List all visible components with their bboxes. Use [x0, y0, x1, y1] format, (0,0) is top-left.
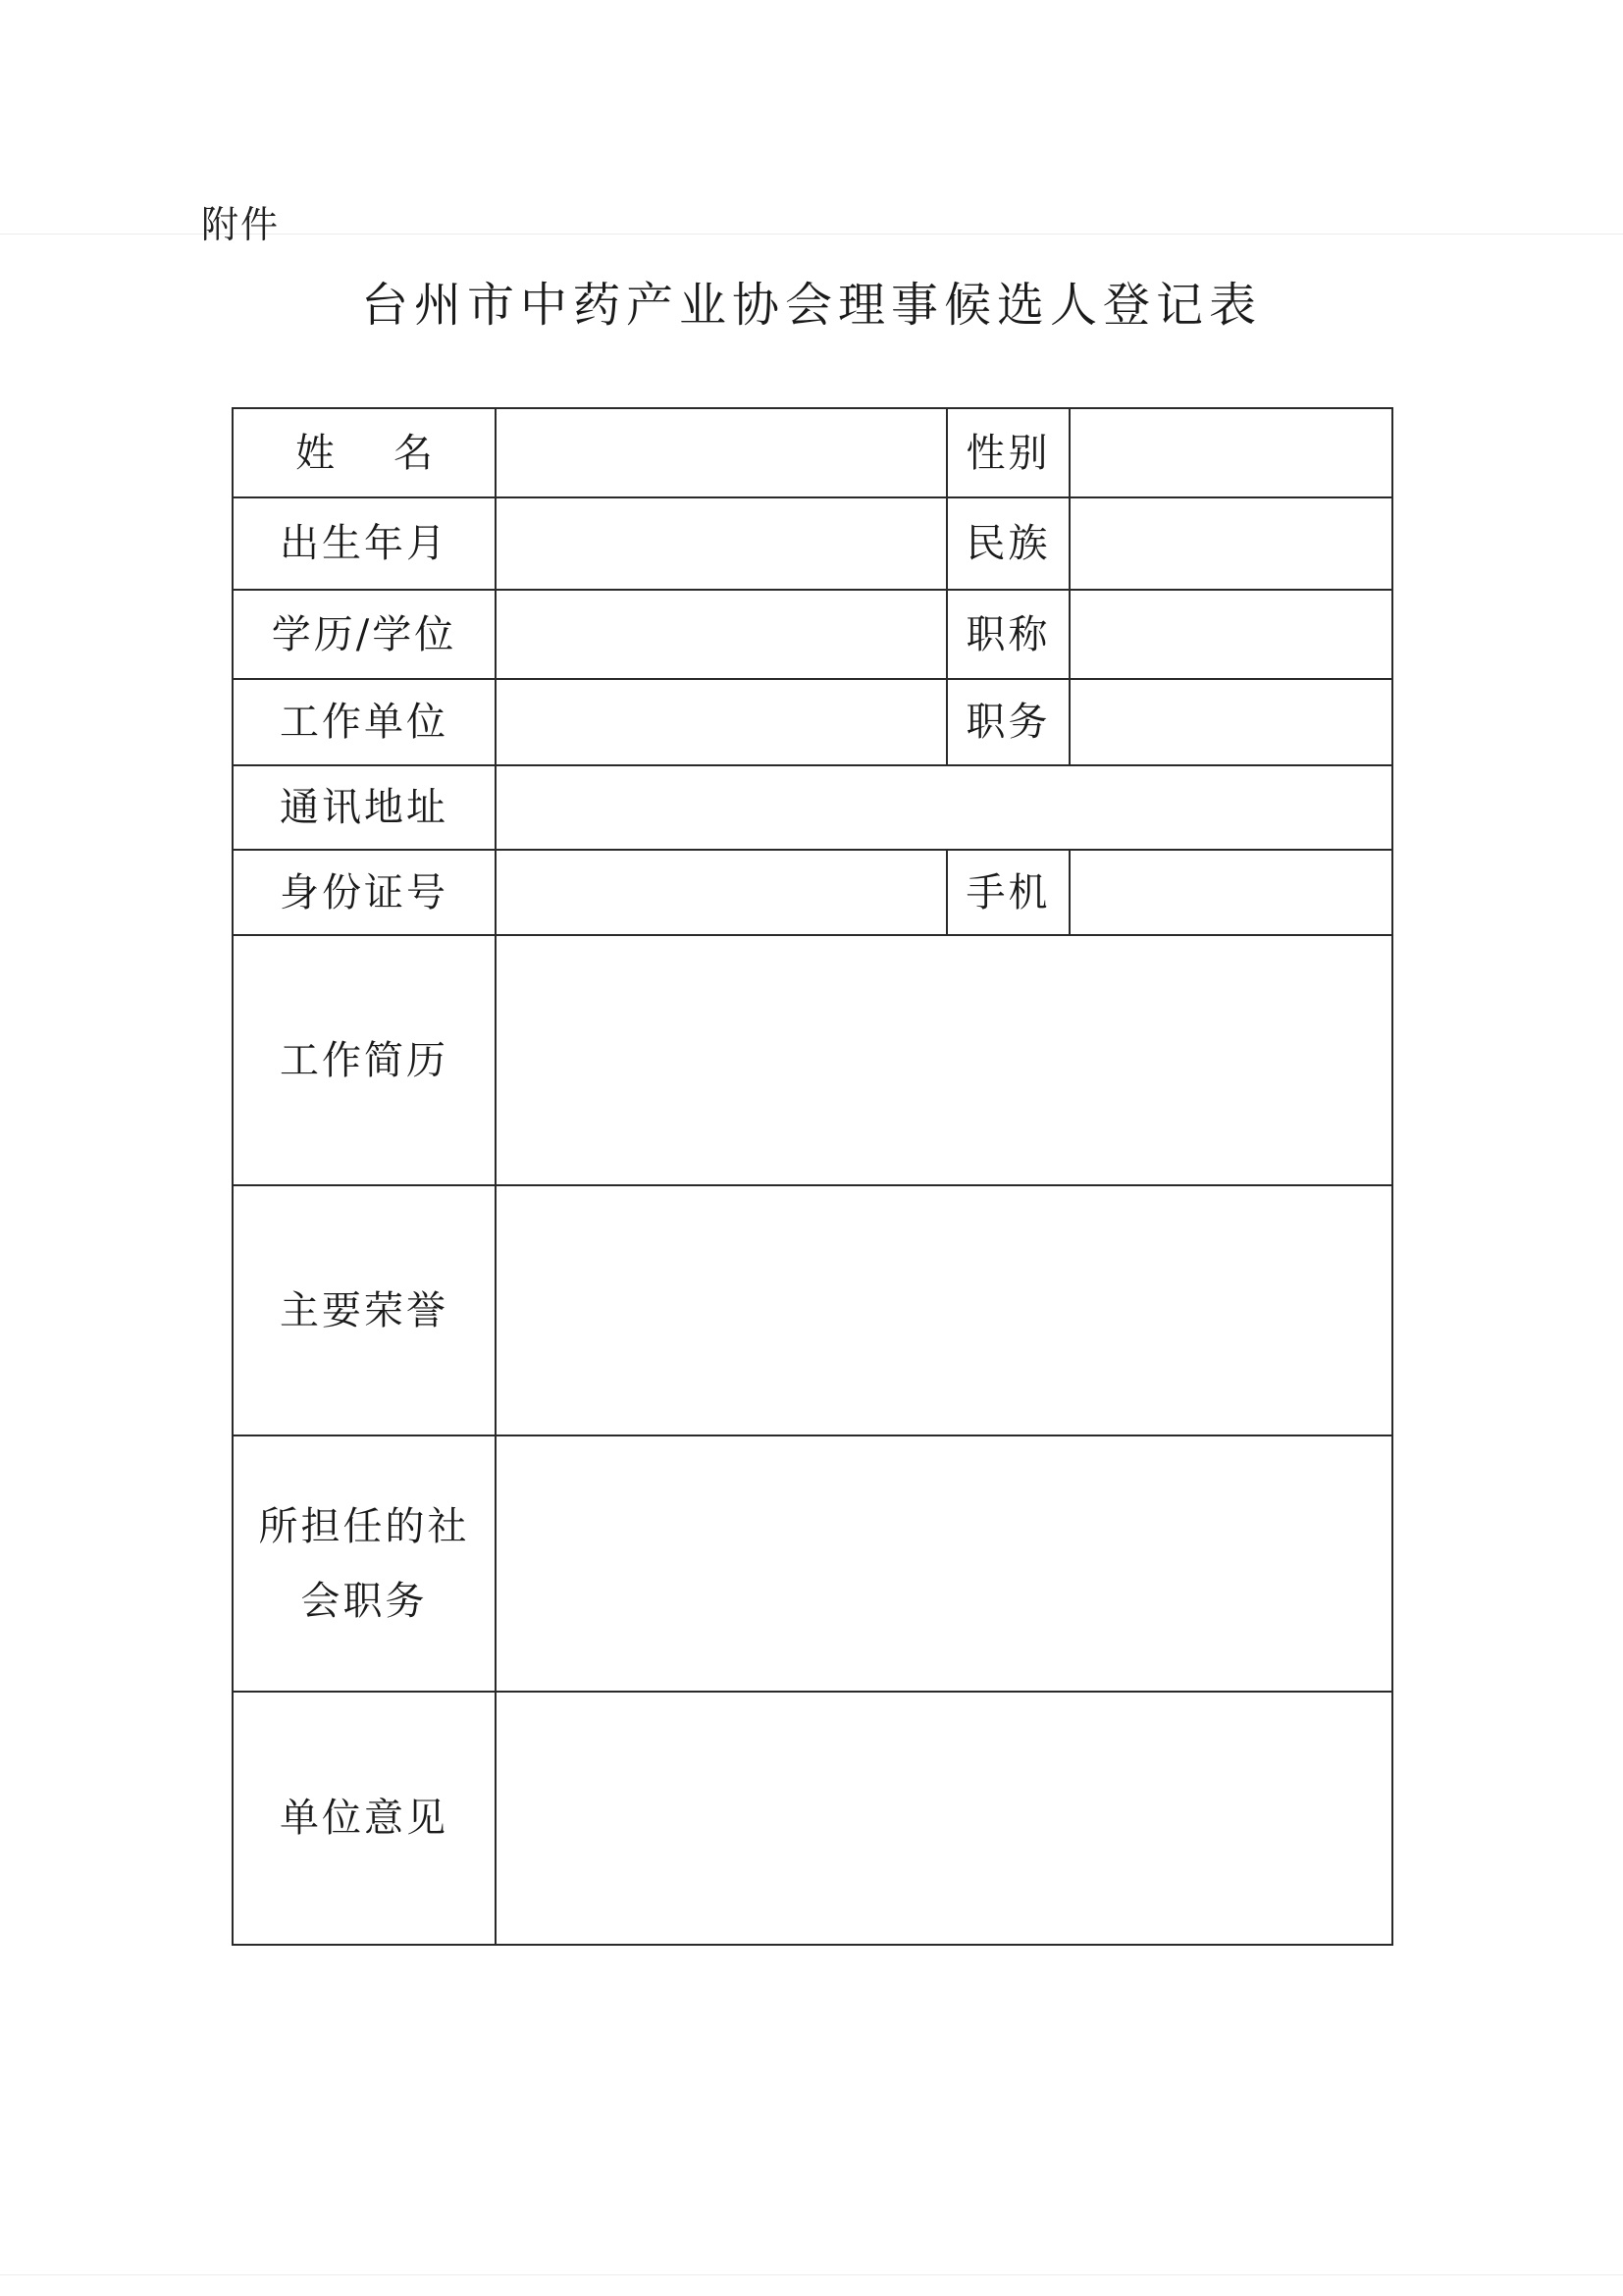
form-row-employer [233, 679, 1392, 765]
form-row-name [233, 408, 1392, 497]
opinion-field[interactable] [496, 1692, 1392, 1945]
title-field[interactable] [1070, 590, 1392, 679]
resume-label: 工作简历 [233, 935, 496, 1185]
employer-field[interactable] [496, 679, 947, 765]
mobile-label: 手机 [947, 850, 1070, 935]
birth-field[interactable] [496, 497, 947, 590]
form-row-address [233, 765, 1392, 850]
address-field[interactable] [496, 765, 1392, 850]
gender-field[interactable] [1070, 408, 1392, 497]
name-field[interactable] [496, 408, 947, 497]
gender-label: 性别 [947, 408, 1070, 497]
id-number-field[interactable] [496, 850, 947, 935]
birth-label: 出生年月 [233, 497, 496, 590]
position-field[interactable] [1070, 679, 1392, 765]
name-label: 姓 名 [233, 408, 496, 497]
social-positions-field[interactable] [496, 1435, 1392, 1692]
registration-form-table [232, 407, 1393, 1946]
scan-artifact-line [0, 2274, 1623, 2275]
education-field[interactable] [496, 590, 947, 679]
education-label: 学历/学位 [233, 590, 496, 679]
form-row-opinion [233, 1692, 1392, 1945]
social-positions-label-line2: 会职务 [300, 1578, 428, 1624]
honors-field[interactable] [496, 1185, 1392, 1435]
mobile-field[interactable] [1070, 850, 1392, 935]
resume-field[interactable] [496, 935, 1392, 1185]
attachment-label: 附件 [201, 203, 281, 246]
form-title: 台州市中药产业协会理事候选人登记表 [360, 278, 1262, 333]
ethnicity-label: 民族 [947, 497, 1070, 590]
form-row-birth [233, 497, 1392, 590]
form-row-honors [233, 1185, 1392, 1435]
title-label: 职称 [947, 590, 1070, 679]
form-row-education [233, 590, 1392, 679]
id-number-label: 身份证号 [233, 850, 496, 935]
address-label: 通讯地址 [233, 765, 496, 850]
opinion-label: 单位意见 [233, 1692, 496, 1945]
social-positions-label-line1: 所担任的社 [258, 1503, 470, 1549]
form-row-resume [233, 935, 1392, 1185]
form-row-social [233, 1435, 1392, 1692]
form-row-id [233, 850, 1392, 935]
position-label: 职务 [947, 679, 1070, 765]
honors-label: 主要荣誉 [233, 1185, 496, 1435]
ethnicity-field[interactable] [1070, 497, 1392, 590]
social-positions-label [233, 1435, 496, 1692]
employer-label: 工作单位 [233, 679, 496, 765]
